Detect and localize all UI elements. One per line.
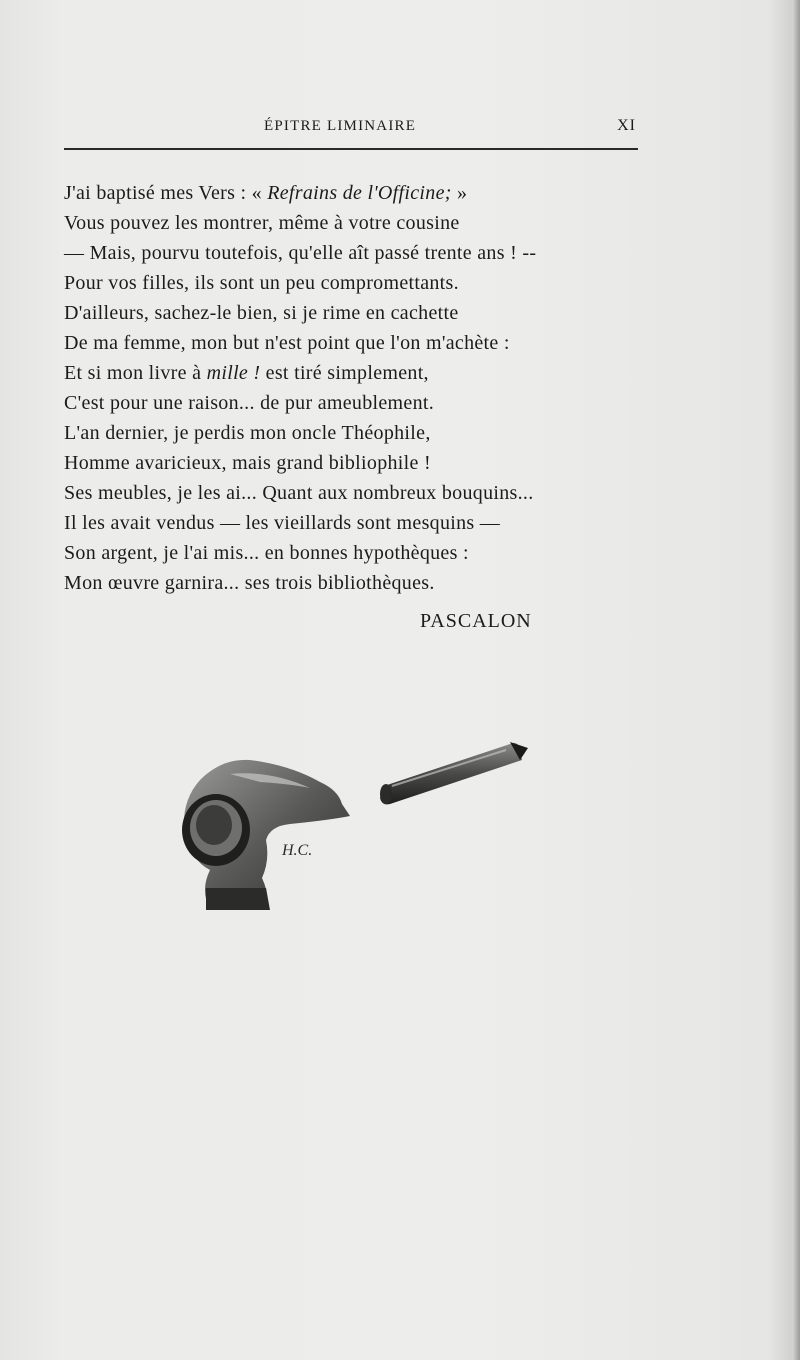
poem-line: L'an dernier, je perdis mon oncle Théophile, [64, 422, 431, 444]
poem-line: Pour vos filles, ils sont un peu compromettants. [64, 272, 459, 294]
poem-line: Vous pouvez les montrer, même à votre cousine [64, 212, 460, 234]
poem-text [64, 178, 664, 598]
header-rule [64, 148, 638, 150]
poem-line: C'est pour une raison... de pur ameublement. [64, 392, 435, 414]
artist-initials: H.C. [282, 842, 313, 859]
pipe-bowl-icon [182, 760, 350, 910]
poem-line: D'ailleurs, sachez-le bien, si je rime en cachette [64, 302, 459, 324]
broken-pipe-illustration [170, 720, 550, 930]
author-signature: PASCALON [420, 610, 532, 632]
poem-line: Son argent, je l'ai mis... en bonnes hypothèques : [64, 542, 469, 564]
page-header [64, 112, 638, 142]
pipe-stem-icon [380, 742, 528, 804]
page-number: XI [617, 117, 636, 134]
poem-line: Ses meubles, je les ai... Quant aux nombreux bouquins... [64, 482, 534, 504]
poem-line: Il les avait vendus — les vieillards sont mesquins — [64, 512, 501, 534]
poem-line: Et si mon livre à mille ! est tiré simplement, [64, 362, 429, 384]
poem-line: De ma femme, mon but n'est point que l'on m'achète : [64, 332, 510, 354]
running-head: ÉPITRE LIMINAIRE [264, 118, 417, 134]
poem-line: Mon œuvre garnira... ses trois bibliothèques. [64, 572, 435, 594]
poem-line: Homme avaricieux, mais grand bibliophile ! [64, 452, 431, 474]
poem-line: J'ai baptisé mes Vers : « Refrains de l'Officine; » [64, 182, 468, 204]
page-edge-shadow [792, 0, 800, 1360]
poem-line: — Mais, pourvu toutefois, qu'elle aît passé trente ans ! -- [64, 242, 537, 264]
